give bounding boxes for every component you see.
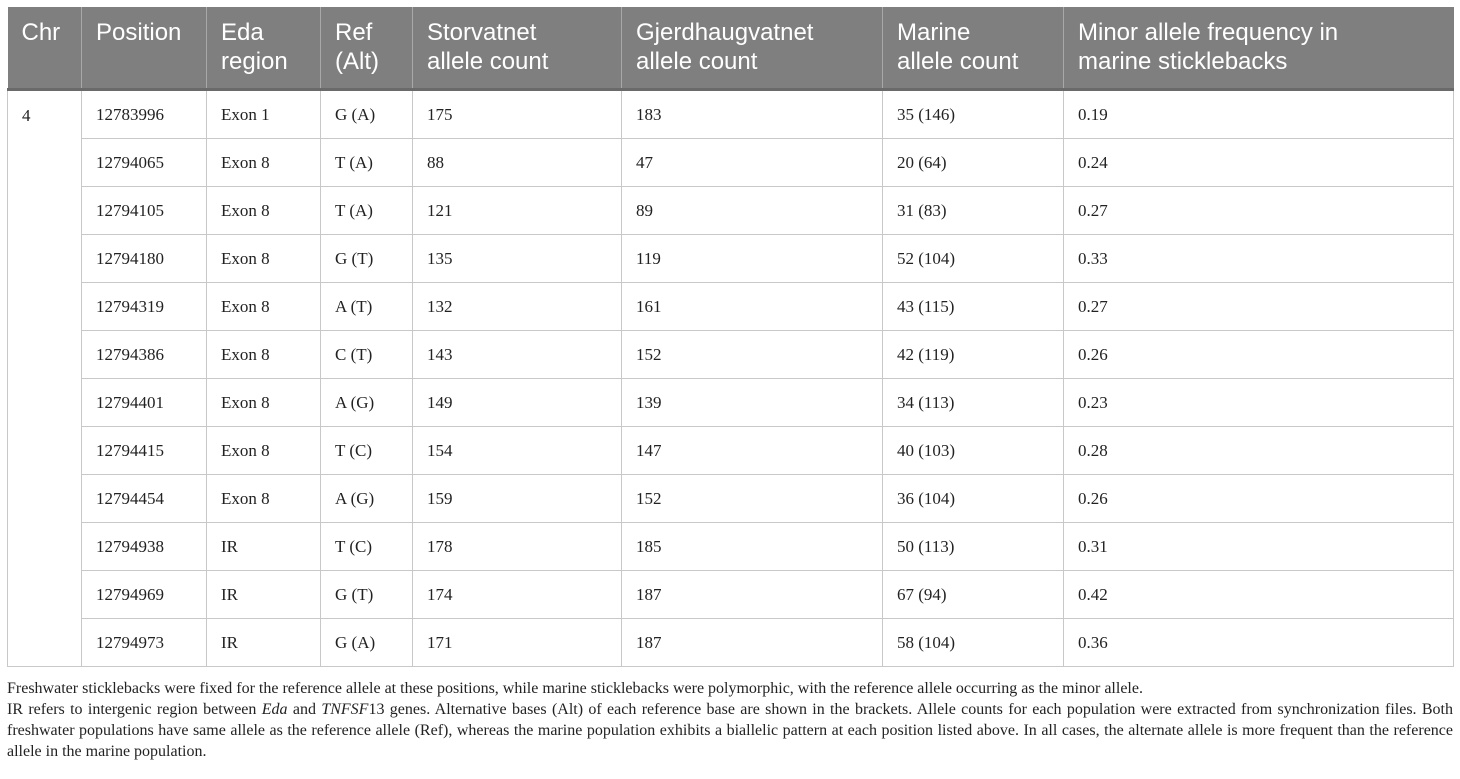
ref-alt-cell: T (A) [321,139,413,187]
position-cell: 12794386 [82,331,207,379]
maf-cell: 0.42 [1064,571,1454,619]
table-row [8,427,1454,475]
table-row [8,475,1454,523]
storvatnet-count-cell: 171 [413,619,622,667]
column-header-line: Marine [897,19,971,46]
ref-alt-cell: G (A) [321,619,413,667]
gjerdhaugvatnet-count-cell: 139 [622,379,883,427]
maf-cell: 0.36 [1064,619,1454,667]
storvatnet-count-cell: 88 [413,139,622,187]
storvatnet-count-cell: 132 [413,283,622,331]
gene-name-tnfsf: TNFSF [321,701,369,718]
table-row [8,379,1454,427]
ref-alt-cell: A (G) [321,379,413,427]
table-footnotes [7,678,1453,762]
footnote-1: Freshwater sticklebacks were fixed for the reference allele at these positions, while marine sticklebacks were polymorphic, with the reference allele occurring as the minor allele. [7,680,1143,697]
header-row [8,7,1454,90]
chr-cell: 4 [8,90,82,667]
ref-alt-cell: A (T) [321,283,413,331]
gjerdhaugvatnet-count-cell: 161 [622,283,883,331]
position-cell: 12794319 [82,283,207,331]
gjerdhaugvatnet-count-cell: 89 [622,187,883,235]
column-header-line: allele count [636,48,758,75]
maf-cell: 0.24 [1064,139,1454,187]
column-header-line: marine sticklebacks [1078,48,1288,75]
marine-count-cell: 34 (113) [883,379,1064,427]
maf-cell: 0.26 [1064,475,1454,523]
gene-name-suffix: 13 [368,701,385,718]
storvatnet-count-cell: 149 [413,379,622,427]
marine-count-cell: 40 (103) [883,427,1064,475]
column-header-line: Storvatnet [427,19,537,46]
storvatnet-count-cell: 135 [413,235,622,283]
column-header [8,7,82,90]
maf-cell: 0.26 [1064,331,1454,379]
maf-cell: 0.27 [1064,283,1454,331]
table-row [8,187,1454,235]
table-row [8,283,1454,331]
position-cell: 12794401 [82,379,207,427]
marine-count-cell: 42 (119) [883,331,1064,379]
column-header [883,7,1064,90]
column-header-line: Position [96,19,182,46]
footnote-2-text-a: IR refers to intergenic region between [7,701,262,718]
region-cell: Exon 8 [207,235,321,283]
column-header [207,7,321,90]
ref-alt-cell: T (C) [321,523,413,571]
region-cell: Exon 8 [207,187,321,235]
storvatnet-count-cell: 174 [413,571,622,619]
column-header [1064,7,1454,90]
ref-alt-cell: T (A) [321,187,413,235]
gjerdhaugvatnet-count-cell: 187 [622,571,883,619]
position-cell: 12794454 [82,475,207,523]
position-cell: 12794180 [82,235,207,283]
maf-cell: 0.33 [1064,235,1454,283]
region-cell: Exon 8 [207,475,321,523]
column-header [82,7,207,90]
gjerdhaugvatnet-count-cell: 152 [622,475,883,523]
region-cell: Exon 8 [207,379,321,427]
position-cell: 12794065 [82,139,207,187]
maf-cell: 0.23 [1064,379,1454,427]
allele-table [7,7,1454,667]
column-header-line: allele count [897,48,1019,75]
table-row [8,90,1454,139]
table-row [8,619,1454,667]
column-header-line: Gjerdhaugvatnet [636,19,814,46]
position-cell: 12783996 [82,90,207,139]
table-row [8,571,1454,619]
table-row [8,523,1454,571]
storvatnet-count-cell: 154 [413,427,622,475]
marine-count-cell: 52 (104) [883,235,1064,283]
table-container [7,7,1453,667]
column-header [413,7,622,90]
marine-count-cell: 35 (146) [883,90,1064,139]
marine-count-cell: 50 (113) [883,523,1064,571]
maf-cell: 0.19 [1064,90,1454,139]
footnote-2 [7,699,1453,762]
column-header-line: allele count [427,48,549,75]
gjerdhaugvatnet-count-cell: 183 [622,90,883,139]
column-header-line: Chr [21,19,61,46]
footnote-2-text-c: genes. Alternative bases (Alt) of each reference base are shown in the brackets. Allele counts for each population were extracted from synchronization files. Both freshwater populations have same allele as the reference allele (Ref), whereas the marine population exhibits a biallelic pattern at each position listed above. In all cases, the alternate allele is more frequent than the reference allele in the marine population. [7,701,1454,760]
storvatnet-count-cell: 143 [413,331,622,379]
ref-alt-cell: G (T) [321,571,413,619]
maf-cell: 0.27 [1064,187,1454,235]
region-cell: Exon 8 [207,139,321,187]
region-cell: Exon 8 [207,331,321,379]
ref-alt-cell: G (A) [321,90,413,139]
position-cell: 12794969 [82,571,207,619]
storvatnet-count-cell: 159 [413,475,622,523]
region-cell: IR [207,619,321,667]
region-cell: Exon 1 [207,90,321,139]
gjerdhaugvatnet-count-cell: 187 [622,619,883,667]
marine-count-cell: 43 (115) [883,283,1064,331]
gjerdhaugvatnet-count-cell: 47 [622,139,883,187]
table-row [8,235,1454,283]
marine-count-cell: 20 (64) [883,139,1064,187]
table-row [8,139,1454,187]
storvatnet-count-cell: 178 [413,523,622,571]
marine-count-cell: 36 (104) [883,475,1064,523]
storvatnet-count-cell: 175 [413,90,622,139]
ref-alt-cell: T (C) [321,427,413,475]
marine-count-cell: 67 (94) [883,571,1064,619]
ref-alt-cell: C (T) [321,331,413,379]
column-header-line: Eda [221,19,264,46]
position-cell: 12794938 [82,523,207,571]
gene-name-eda: Eda [261,701,288,718]
region-cell: Exon 8 [207,427,321,475]
ref-alt-cell: A (G) [321,475,413,523]
marine-count-cell: 58 (104) [883,619,1064,667]
gjerdhaugvatnet-count-cell: 147 [622,427,883,475]
position-cell: 12794973 [82,619,207,667]
maf-cell: 0.28 [1064,427,1454,475]
table-body [8,90,1454,667]
ref-alt-cell: G (T) [321,235,413,283]
column-header-line: region [221,48,288,75]
position-cell: 12794105 [82,187,207,235]
column-header-line: Minor allele frequency in [1078,19,1339,46]
region-cell: IR [207,571,321,619]
footnote-2-text-b: and [287,701,322,718]
gjerdhaugvatnet-count-cell: 152 [622,331,883,379]
gjerdhaugvatnet-count-cell: 119 [622,235,883,283]
column-header [622,7,883,90]
column-header-line: (Alt) [335,48,379,75]
gjerdhaugvatnet-count-cell: 185 [622,523,883,571]
position-cell: 12794415 [82,427,207,475]
table-row [8,331,1454,379]
region-cell: Exon 8 [207,283,321,331]
region-cell: IR [207,523,321,571]
column-header-line: Ref [335,19,373,46]
storvatnet-count-cell: 121 [413,187,622,235]
marine-count-cell: 31 (83) [883,187,1064,235]
maf-cell: 0.31 [1064,523,1454,571]
column-header [321,7,413,90]
